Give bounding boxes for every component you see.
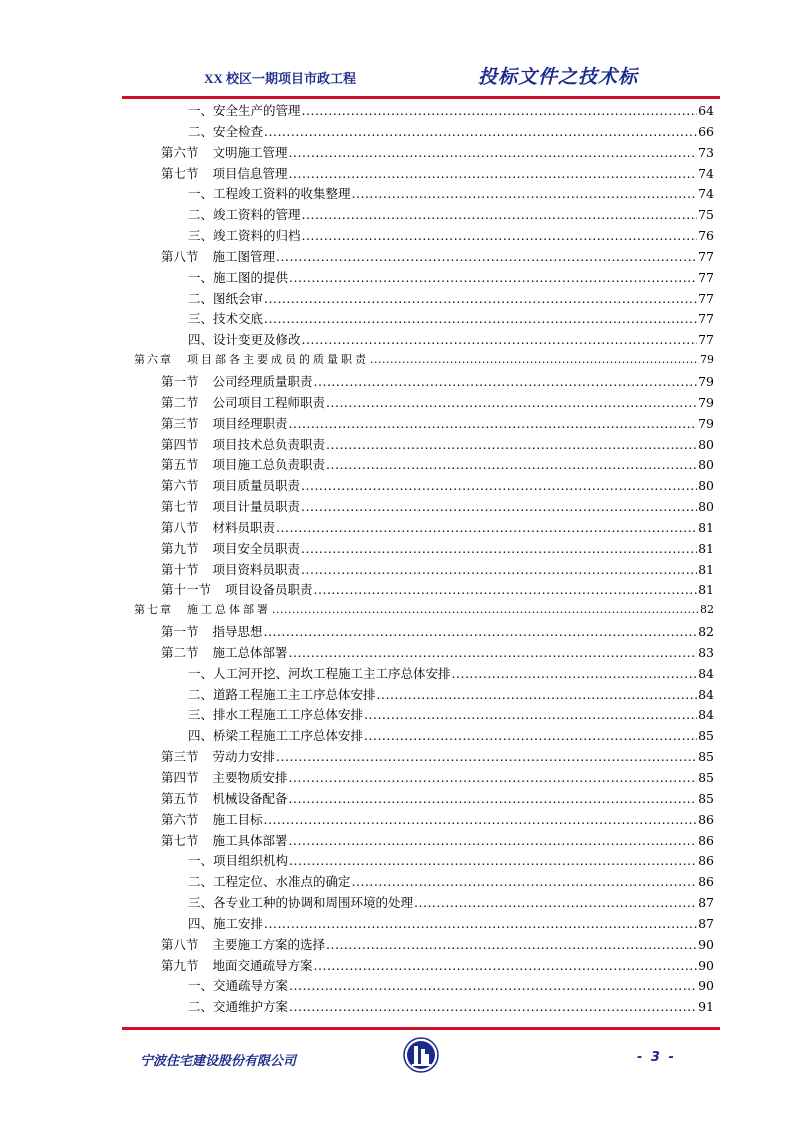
toc-entry-label: 材料员职责 (212, 519, 276, 535)
toc-entry-page: 80 (698, 499, 714, 515)
toc-entry-label: 施工具体部署 (212, 832, 288, 848)
toc-entry-page: 77 (698, 269, 714, 285)
toc-dot-leader (364, 707, 697, 722)
toc-entry-page: 77 (698, 311, 714, 327)
toc-entry[interactable] (134, 164, 714, 185)
toc-entry-number: 四、 (188, 728, 214, 744)
toc-entry[interactable] (134, 414, 714, 435)
toc-entry[interactable] (134, 768, 714, 789)
toc-entry-page: 82 (700, 603, 714, 617)
toc-dot-leader (289, 645, 698, 660)
toc-entry[interactable] (134, 393, 714, 414)
toc-entry[interactable] (134, 705, 714, 726)
toc-dot-leader (302, 207, 698, 222)
toc-dot-leader (264, 291, 697, 306)
toc-entry[interactable] (134, 935, 714, 956)
toc-entry-number: 二、 (188, 999, 214, 1015)
toc-entry-number: 二、 (188, 290, 214, 306)
toc-entry[interactable] (134, 851, 714, 872)
toc-entry-label: 项目设备员职责 (225, 582, 313, 598)
toc-entry-label: 项目部各主要成员的质量职责 (187, 353, 369, 367)
toc-dot-leader (289, 853, 697, 868)
toc-entry-number: 第九节 (161, 540, 199, 556)
toc-entry-page: 81 (698, 561, 714, 577)
toc-entry-number: 一、 (188, 186, 214, 202)
toc-dot-leader (326, 457, 697, 472)
toc-dot-leader (289, 978, 697, 993)
toc-dot-leader (314, 582, 698, 597)
toc-entry-number: 一、 (188, 978, 214, 994)
toc-entry-number: 第二节 (161, 644, 199, 660)
toc-entry-label: 项目信息管理 (212, 165, 288, 181)
toc-entry-page: 66 (698, 123, 714, 139)
toc-entry[interactable] (134, 997, 714, 1018)
toc-entry[interactable] (134, 893, 714, 914)
toc-entry-page: 77 (698, 290, 714, 306)
toc-dot-leader (326, 437, 697, 452)
toc-entry-page: 86 (698, 832, 714, 848)
toc-entry-number: 二、 (188, 207, 214, 223)
toc-entry-number: 第十节 (161, 561, 199, 577)
toc-entry-page: 74 (698, 165, 714, 181)
toc-entry-label: 项目安全员职责 (212, 540, 301, 556)
toc-entry[interactable] (134, 247, 714, 268)
toc-entry[interactable] (134, 205, 714, 226)
toc-entry-page: 81 (698, 540, 714, 556)
toc-entry-label: 主要施工方案的选择 (212, 936, 326, 952)
page-number: - 3 - (637, 1050, 676, 1065)
toc-entry-label: 安全生产的管理 (213, 103, 301, 118)
toc-entry-page: 76 (698, 228, 714, 244)
toc-dot-leader (289, 166, 698, 181)
toc-entry[interactable] (134, 226, 714, 247)
toc-dot-leader (302, 332, 698, 347)
toc-entry-label: 人工河开挖、河坎工程施工主工序总体安排 (213, 665, 451, 681)
toc-entry-label: 图纸会审 (213, 290, 264, 306)
toc-entry-number: 第五节 (161, 457, 199, 473)
toc-entry-page: 80 (698, 457, 714, 473)
toc-entry-number: 第三节 (161, 415, 199, 431)
toc-entry-page: 80 (698, 478, 714, 494)
toc-dot-leader (289, 999, 697, 1014)
toc-entry-page: 84 (698, 686, 714, 702)
toc-entry[interactable] (134, 789, 714, 810)
toc-dot-leader (289, 416, 698, 431)
toc-entry[interactable] (134, 580, 714, 601)
toc-entry-label: 项目组织机构 (213, 853, 289, 869)
toc-dot-leader (276, 520, 697, 535)
toc-entry[interactable] (134, 330, 714, 351)
toc-entry[interactable] (134, 101, 714, 122)
toc-entry[interactable] (134, 726, 714, 747)
toc-entry-page: 79 (700, 353, 714, 367)
toc-entry-page: 83 (698, 644, 714, 660)
toc-entry-page: 64 (698, 103, 714, 118)
toc-dot-leader (314, 958, 698, 973)
toc-entry[interactable] (134, 518, 714, 539)
toc-entry-label: 工程竣工资料的收集整理 (213, 186, 351, 202)
toc-entry[interactable] (134, 435, 714, 456)
toc-entry-number: 三、 (188, 228, 214, 244)
toc-entry-number: 第六节 (161, 478, 199, 494)
toc-entry-number: 第八节 (161, 248, 199, 264)
toc-entry-number: 第七节 (161, 832, 199, 848)
toc-entry[interactable] (134, 643, 714, 664)
toc-entry-label: 项目技术总负责职责 (212, 436, 326, 452)
toc-entry[interactable] (134, 497, 714, 518)
toc-entry-page: 85 (698, 790, 714, 806)
toc-entry-page: 90 (698, 936, 714, 952)
toc-entry-label: 工程定位、水准点的确定 (213, 874, 351, 890)
toc-dot-leader (301, 541, 697, 556)
toc-entry-number: 第六节 (161, 144, 199, 160)
header-rule (122, 96, 720, 99)
toc-entry-label: 项目资料员职责 (212, 561, 301, 577)
toc-dot-leader (302, 228, 698, 243)
toc-entry[interactable] (134, 289, 714, 310)
footer-rule (122, 1027, 720, 1030)
toc-entry-label: 竣工资料的归档 (213, 228, 301, 244)
toc-entry-number: 第七节 (161, 165, 199, 181)
toc-entry-page: 84 (698, 707, 714, 723)
toc-dot-leader (302, 103, 698, 118)
toc-entry-label: 项目经理职责 (212, 415, 288, 431)
toc-entry-number: 第六节 (161, 811, 199, 827)
toc-entry-number: 第二节 (161, 394, 199, 410)
toc-dot-leader (264, 124, 697, 139)
toc-dot-leader (289, 791, 698, 806)
toc-entry-label: 竣工资料的管理 (213, 207, 301, 223)
toc-entry[interactable] (134, 476, 714, 497)
toc-entry-page: 91 (698, 999, 714, 1015)
toc-entry-number: 一、 (188, 853, 214, 869)
toc-dot-leader (370, 353, 699, 366)
toc-entry-label: 施工总体部署 (187, 603, 271, 617)
toc-entry[interactable] (134, 455, 714, 476)
toc-entry-page: 79 (698, 373, 714, 389)
toc-dot-leader (364, 728, 697, 743)
toc-entry-label: 机械设备配备 (212, 790, 288, 806)
toc-entry-number: 一、 (188, 269, 214, 285)
toc-entry-label: 施工总体部署 (212, 644, 288, 660)
toc-entry[interactable] (134, 622, 714, 643)
toc-entry-number: 三、 (188, 707, 214, 723)
toc-dot-leader (276, 749, 697, 764)
toc-dot-leader (352, 874, 698, 889)
toc-entry-page: 75 (698, 207, 714, 223)
toc-entry-label: 劳动力安排 (212, 749, 276, 765)
toc-entry-label: 施工安排 (213, 915, 264, 931)
toc-entry-page: 79 (698, 415, 714, 431)
toc-entry-number: 第八节 (161, 936, 199, 952)
toc-entry-page: 90 (698, 978, 714, 994)
toc-entry-number: 一、 (188, 665, 214, 681)
toc-dot-leader (289, 145, 698, 160)
toc-dot-leader (289, 833, 698, 848)
toc-entry-number: 四、 (188, 332, 214, 348)
toc-entry-label: 项目计量员职责 (212, 499, 301, 515)
toc-entry-page: 82 (698, 624, 714, 640)
toc-entry-page: 81 (698, 519, 714, 535)
company-name: 宁波住宅建设股份有限公司 (140, 1054, 297, 1069)
toc-entry[interactable] (134, 268, 714, 289)
toc-entry[interactable] (134, 309, 714, 330)
toc-dot-leader (264, 812, 698, 827)
toc-dot-leader (301, 499, 697, 514)
toc-entry[interactable] (134, 539, 714, 560)
toc-entry[interactable] (134, 664, 714, 685)
toc-dot-leader (414, 895, 697, 910)
toc-entry[interactable] (134, 560, 714, 581)
toc-entry-page: 90 (698, 957, 714, 973)
toc-entry-page: 85 (698, 770, 714, 785)
toc-entry-page: 87 (698, 915, 714, 931)
toc-dot-leader (377, 687, 698, 702)
toc-entry[interactable] (134, 914, 714, 935)
toc-dot-leader (289, 270, 697, 285)
toc-entry-page: 84 (698, 665, 714, 681)
toc-dot-leader (272, 603, 699, 616)
toc-entry[interactable] (134, 372, 714, 393)
toc-entry-label: 公司经理质量职责 (212, 373, 313, 389)
toc-dot-leader (264, 311, 697, 326)
toc-entry-number: 二、 (188, 874, 214, 890)
toc-entry-page: 74 (698, 186, 714, 202)
toc-entry-page: 77 (698, 332, 714, 348)
table-of-contents (134, 101, 714, 1018)
toc-entry[interactable] (134, 956, 714, 977)
toc-entry-label: 项目质量员职责 (212, 478, 301, 494)
toc-entry-page: 79 (698, 394, 714, 410)
toc-entry-page: 86 (698, 811, 714, 827)
toc-dot-leader (301, 562, 697, 577)
toc-entry-number: 第五节 (161, 790, 199, 806)
toc-entry-page: 85 (698, 728, 714, 744)
toc-dot-leader (301, 478, 697, 493)
toc-entry-page: 86 (698, 874, 714, 890)
project-title: XX 校区一期项目市政工程 (204, 71, 357, 86)
toc-entry-number: 一、 (188, 103, 214, 118)
toc-entry-number: 第十一节 (161, 582, 212, 598)
toc-entry-label: 项目施工总负责职责 (212, 457, 326, 473)
toc-entry-label: 施工图的提供 (213, 269, 289, 285)
toc-entry-number: 第三节 (161, 749, 199, 765)
toc-entry[interactable] (134, 747, 714, 768)
toc-entry-number: 第九节 (161, 957, 199, 973)
toc-entry[interactable] (134, 810, 714, 831)
toc-entry[interactable] (134, 831, 714, 852)
toc-entry-number: 第六章 (134, 353, 173, 367)
toc-entry[interactable] (134, 976, 714, 997)
toc-entry-number: 第八节 (161, 519, 199, 535)
toc-entry-label: 安全检查 (213, 123, 264, 139)
toc-entry-label: 施工图管理 (212, 248, 276, 264)
toc-entry-label: 各专业工种的协调和周围环境的处理 (213, 895, 414, 911)
toc-entry-page: 87 (698, 895, 714, 911)
toc-entry-number: 第一节 (161, 373, 199, 389)
toc-dot-leader (264, 916, 697, 931)
toc-entry-label: 公司项目工程师职责 (212, 394, 326, 410)
toc-entry[interactable] (134, 184, 714, 205)
toc-entry[interactable] (134, 143, 714, 164)
toc-entry-number: 四、 (188, 915, 214, 931)
toc-entry-label: 排水工程施工工序总体安排 (213, 707, 364, 723)
toc-dot-leader (452, 666, 698, 681)
toc-entry-page: 85 (698, 749, 714, 765)
toc-dot-leader (326, 395, 697, 410)
toc-entry-page: 81 (698, 582, 714, 598)
document-title: 投标文件之技术标 (478, 66, 639, 88)
toc-dot-leader (314, 374, 698, 389)
toc-entry-label: 地面交通疏导方案 (212, 957, 313, 973)
toc-entry[interactable] (134, 122, 714, 143)
toc-dot-leader (352, 186, 698, 201)
toc-entry-label: 技术交底 (213, 311, 264, 327)
toc-entry-label: 交通疏导方案 (213, 978, 289, 994)
toc-entry-label: 道路工程施工主工序总体安排 (213, 686, 376, 702)
toc-entry-label: 文明施工管理 (212, 144, 288, 160)
toc-entry[interactable] (134, 601, 714, 622)
toc-entry-label: 指导思想 (212, 624, 263, 640)
toc-dot-leader (326, 937, 697, 952)
toc-entry-label: 设计变更及修改 (213, 332, 301, 348)
toc-dot-leader (264, 624, 698, 639)
toc-entry[interactable] (134, 351, 714, 372)
toc-entry[interactable] (134, 872, 714, 893)
toc-entry-page: 80 (698, 436, 714, 452)
toc-entry-number: 第四节 (161, 436, 199, 452)
toc-entry[interactable] (134, 685, 714, 706)
toc-entry-number: 第一节 (161, 624, 199, 640)
toc-entry-number: 三、 (188, 311, 214, 327)
toc-entry-page: 86 (698, 853, 714, 869)
toc-entry-page: 77 (698, 248, 714, 264)
toc-entry-number: 二、 (188, 686, 214, 702)
toc-entry-page: 73 (698, 144, 714, 160)
toc-entry-label: 施工目标 (212, 811, 263, 827)
company-logo-icon (403, 1037, 439, 1073)
toc-entry-label: 主要物质安排 (212, 770, 288, 785)
toc-dot-leader (276, 249, 697, 264)
toc-entry-number: 第四节 (161, 770, 199, 785)
toc-entry-number: 第七章 (134, 603, 173, 617)
toc-dot-leader (289, 770, 698, 785)
toc-entry-label: 交通维护方案 (213, 999, 289, 1015)
toc-entry-number: 二、 (188, 123, 214, 139)
toc-entry-label: 桥梁工程施工工序总体安排 (213, 728, 364, 744)
toc-entry-number: 第七节 (161, 499, 199, 515)
toc-entry-number: 三、 (188, 895, 214, 911)
